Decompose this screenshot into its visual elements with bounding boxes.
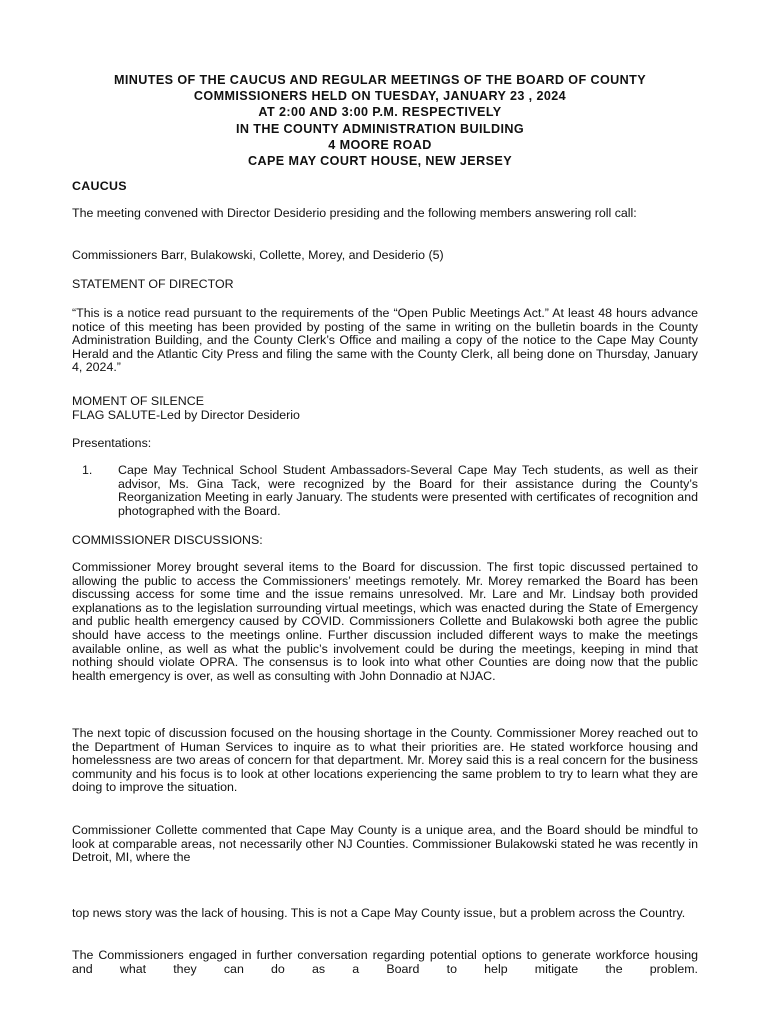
minutes-header	[60, 72, 700, 169]
convened-paragraph: The meeting convened with Director Desiderio presiding and the following members answering roll call:	[72, 206, 637, 220]
discussion-paragraph-5: The Commissioners engaged in further conversation regarding potential options to generate workforce housing and what they can do as a Board to help mitigate the problem.	[72, 948, 698, 976]
list-item-text: Cape May Technical School Student Ambassadors-Several Cape May Tech students, as well as their advisor, Ms. Gina Tack, were recognized by the Board for their assistance during the County’s Reorganization Meeting in early January. The students were presented with certificates of recognition and photographed with the Board.	[118, 463, 698, 518]
discussion-paragraph-1: Commissioner Morey brought several items to the Board for discussion. The first topic discussed pertained to allowing the public to access the Commissioners’ meetings remotely. Mr. Morey remarked the Board has been discussing access for some time and the issue remains unresolved. Mr. Lare and Mr. Lindsay both provided explanations as to the legislation surrounding virtual meetings, which was enacted during the State of Emergency and public health emergency caused by COVID. Commissioners Collette and Bulakowski both agree the public should have access to the meetings online. Further discussion included different ways to make the meetings available online, as well as what the public’s involvement could be during the meetings, keeping in mind that nothing should violate OPRA. The consensus is to look into what other Counties are doing now that the public health emergency is over, as well as consulting with John Donnadio at NJAC.	[72, 560, 698, 683]
header-line-3: AT 2:00 AND 3:00 P.M. RESPECTIVELY	[258, 105, 502, 120]
roll-call: Commissioners Barr, Bulakowski, Collette, Morey, and Desiderio (5)	[72, 248, 444, 262]
header-line-6: CAPE MAY COURT HOUSE, NEW JERSEY	[247, 154, 513, 169]
header-line-1: MINUTES OF THE CAUCUS AND REGULAR MEETINGS OF THE BOARD OF COUNTY	[113, 73, 647, 87]
discussion-paragraph-3: Commissioner Collette commented that Cape May County is a unique area, and the Board should be mindful to look at comparable areas, not necessarily other NJ Counties. Commissioner Bulakowski stated he was recently in Detroit, MI, where the	[72, 823, 698, 865]
moment-of-silence: MOMENT OF SILENCE	[72, 394, 204, 408]
caucus-heading: CAUCUS	[72, 179, 127, 193]
header-line-4: IN THE COUNTY ADMINISTRATION BUILDING	[235, 121, 525, 136]
discussion-paragraph-4: top news story was the lack of housing. This is not a Cape May County issue, but a problem across the Country.	[72, 906, 686, 920]
header-line-2: COMMISSIONERS HELD ON TUESDAY, JANUARY 23 , 2024	[193, 89, 567, 104]
discussions-heading: COMMISSIONER DISCUSSIONS:	[72, 533, 263, 547]
flag-salute: FLAG SALUTE-Led by Director Desiderio	[72, 408, 300, 422]
discussion-paragraph-2: The next topic of discussion focused on the housing shortage in the County. Commissioner Morey reached out to the Department of Human Services to inquire as to what their priorities are. He stated workforce housing and homelessness are two areas of concern for that department. Mr. Morey said this is a real concern for the business community and his focus is to look at other locations experiencing the same problem to try to learn what they are doing to improve the situation.	[72, 726, 698, 795]
presentations-heading: Presentations:	[72, 436, 152, 450]
statement-paragraph: “This is a notice read pursuant to the requirements of the “Open Public Meetings Act.” At least 48 hours advance notice of this meeting has been provided by posting of the same in writing on the bulletin boards in the County Administration Building, and the County Clerk’s Office and mailing a copy of the notice to the Cape May County Herald and the Atlantic City Press and filing the same with the County Clerk, all being done on Thursday, January 4, 2024.”	[72, 306, 698, 375]
list-item-number: 1.	[82, 463, 93, 477]
statement-heading: STATEMENT OF DIRECTOR	[72, 277, 234, 291]
header-line-5: 4 MOORE ROAD	[328, 137, 432, 152]
